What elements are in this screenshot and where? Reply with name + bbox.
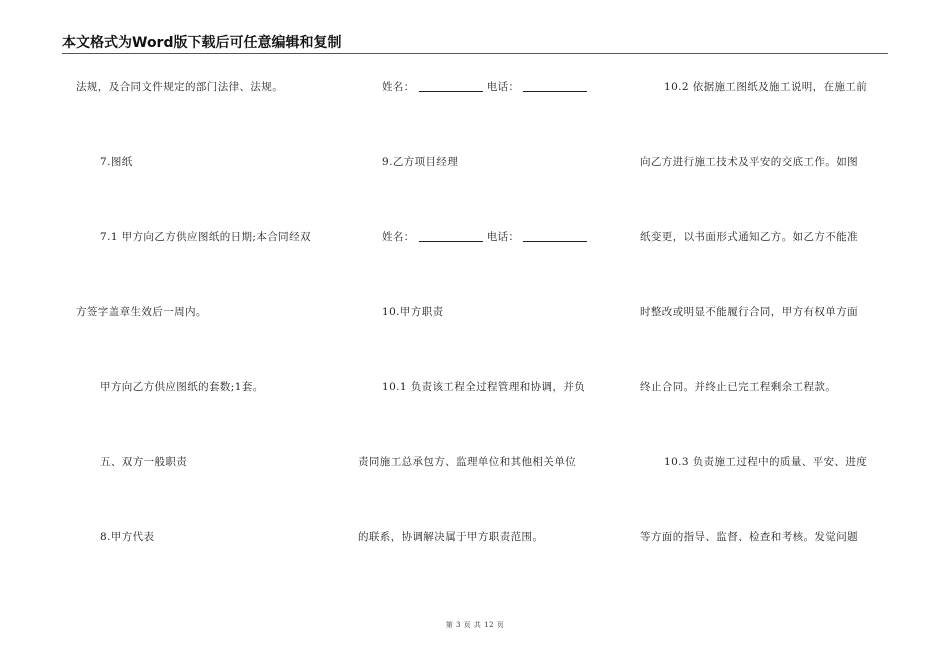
text-column-right xyxy=(640,78,880,598)
name-blank xyxy=(419,79,483,92)
text-line: 10.2 依据施工图纸及施工说明，在施工前 xyxy=(664,81,868,93)
form-line-name-phone xyxy=(358,78,622,96)
text-line: 纸变更，以书面形式通知乙方。如乙方不能准 xyxy=(640,231,858,243)
text-line: 9.乙方项目经理 xyxy=(382,156,459,168)
text-line: 的联系，协调解决属于甲方职责范围。 xyxy=(358,531,544,543)
text-column-left xyxy=(76,78,316,598)
form-line-name-phone xyxy=(358,228,622,246)
text-line: 10.3 负责施工过程中的质量、平安、进度 xyxy=(664,456,868,468)
text-line: 时整改或明显不能履行合同，甲方有权单方面 xyxy=(640,306,858,318)
text-line: 终止合同。并终止已完工程剩余工程款。 xyxy=(640,381,837,393)
text-line: 10.甲方职责 xyxy=(382,306,444,318)
text-line: 向乙方进行施工技术及平安的交底工作。如图 xyxy=(640,156,858,168)
phone-blank xyxy=(523,229,587,242)
header-divider xyxy=(62,53,888,54)
phone-blank xyxy=(523,79,587,92)
name-label: 姓名： xyxy=(382,231,415,243)
text-line: 7.图纸 xyxy=(100,156,133,168)
phone-label: 电话： xyxy=(486,231,520,243)
text-column-middle xyxy=(358,78,598,598)
text-line: 五、双方一般职责 xyxy=(100,456,188,468)
text-line: 10.1 负责该工程全过程管理和协调，并负 xyxy=(382,381,586,393)
text-line: 甲方向乙方供应图纸的套数;1套。 xyxy=(100,381,264,393)
text-line: 等方面的指导、监督、检查和考核。发觉问题 xyxy=(640,531,858,543)
document-header-title: 本文格式为Word版下载后可任意编辑和复制 xyxy=(62,35,342,51)
name-label: 姓名： xyxy=(382,81,415,93)
name-blank xyxy=(419,229,483,242)
text-line: 法规，及合同文件规定的部门法律、法规。 xyxy=(76,81,284,93)
text-line: 方签字盖章生效后一周内。 xyxy=(76,306,207,318)
text-line: 7.1 甲方向乙方供应图纸的日期;本合同经双 xyxy=(100,231,311,243)
text-line: 8.甲方代表 xyxy=(100,531,155,543)
page-number: 第 3 页 共 12 页 xyxy=(445,621,505,629)
phone-label: 电话： xyxy=(486,81,520,93)
text-line: 责同施工总承包方、监理单位和其他相关单位 xyxy=(358,456,576,468)
